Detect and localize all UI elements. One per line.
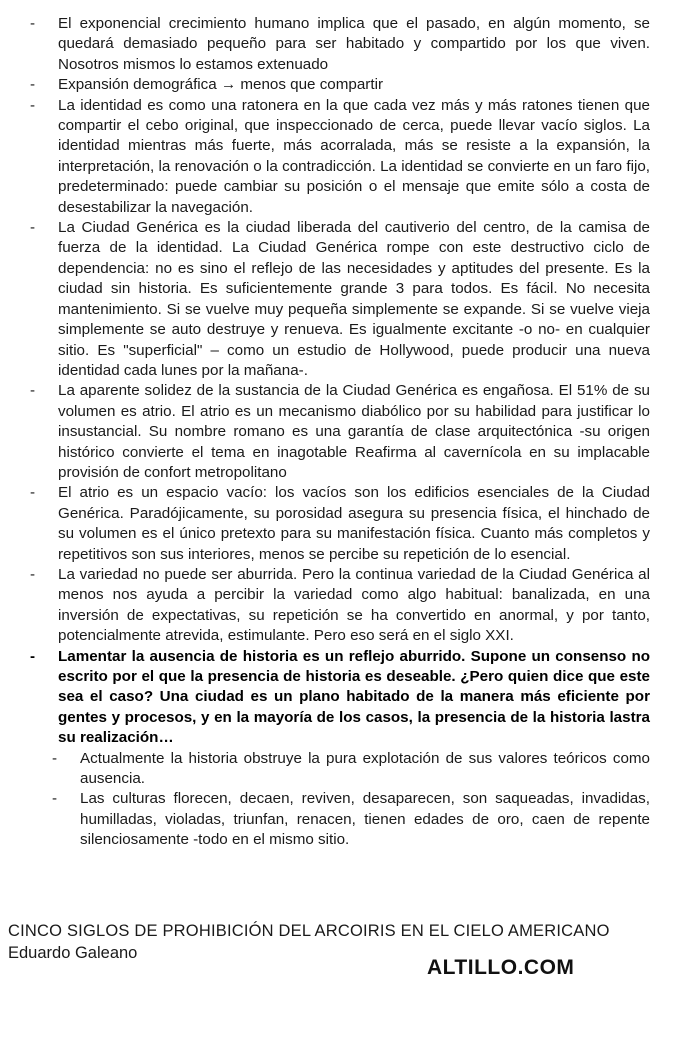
paragraph-text: La Ciudad Genérica es la ciudad liberada del cautiverio del centro, de la camisa de fuerza de la identidad. La Ciudad Genérica rompe con este destructivo ciclo de dependencia: no es sino el reflejo de las necesidades y aptitudes del presente. Es la ciudad sin historia. Es suficientemente grande 3 para todos. Es fácil. No necesita mantenimiento. Si se vuelve muy pequeña simplemente se expande. Si se vuelve vieja simplemente se auto destruye y renueva. Es igualmente excitante -o no- en cualquier sitio. Es "superficial" – como un estudio de Hollywood, puede producir una nueva identidad cada lunes por la mañana-. — [58, 219, 650, 379]
list-item-bold — [30, 647, 650, 749]
bullet-dash: - — [30, 219, 36, 237]
list-item — [30, 96, 650, 218]
bullet-dash: - — [52, 790, 58, 808]
section-title: CINCO SIGLOS DE PROHIBICIÓN DEL ARCOIRIS EN EL CIELO AMERICANO — [8, 922, 610, 940]
paragraph-text: Actualmente la historia obstruye la pura explotación de sus valores teóricos como ausencia. — [80, 749, 650, 788]
list-item — [30, 483, 650, 565]
bullet-dash: - — [30, 382, 36, 400]
sub-list-item — [52, 789, 650, 850]
sub-list-item — [52, 749, 650, 790]
bullet-dash: - — [52, 749, 58, 767]
bullet-list — [30, 14, 650, 851]
paragraph-text: El exponencial crecimiento humano implica que el pasado, en algún momento, se quedará demasiado pequeño para ser habitado y compartido por los que viven. Nosotros mismos lo estamos extenuado — [58, 15, 650, 73]
list-item — [30, 381, 650, 483]
list-item — [30, 565, 650, 647]
paragraph-text: Las culturas florecen, decaen, reviven, desaparecen, son saqueadas, invadidas, humilladas, violadas, triunfan, renacen, tienen edades de oro, caen de repente silenciosamente -todo en el mismo sitio. — [80, 790, 650, 849]
list-item — [30, 14, 650, 75]
bullet-dash: - — [30, 647, 36, 665]
list-item — [30, 75, 650, 95]
author-name: Eduardo Galeano — [8, 944, 138, 962]
sub-bullet-list — [52, 749, 650, 851]
paragraph-text: Expansión demográfica → menos que compartir — [58, 76, 384, 94]
site-brand: ALTILLO.COM — [427, 956, 575, 979]
paragraph-text-bold: Lamentar la ausencia de historia es un reflejo aburrido. Supone un consenso no escrito por el que la presencia de historia es deseable. ¿Pero quien dice que este sea el caso? Una ciudad es un plano habitado de la manera más eficiente por gentes y procesos, y en la mayoría de los casos, la presencia de la historia lastra su realización… — [58, 647, 650, 747]
list-item — [30, 218, 650, 381]
paragraph-text: El atrio es un espacio vacío: los vacíos son los edificios esenciales de la Ciudad Genérica. Paradójicamente, su porosidad asegura su presencia física, el hinchado de su volumen es el único pretexto para su manifestación física. Cuanto más completos y repetitivos son sus interiores, menos se percibe su repetición de lo esencial. — [58, 484, 650, 563]
paragraph-text: La identidad es como una ratonera en la que cada vez más y más ratones tienen que compartir el cebo original, que inspeccionado de cerca, puede llevar vacío siglos. La identidad mientras más fuerte, más acorralada, más se resiste a la expansión, la interpretación, la renovación o la contradicción. La identidad se convierte en un faro fijo, predeterminado: puede cambiar su posición o el mensaje que emite sólo a costa de desestabilizar la navegación. — [58, 96, 650, 216]
paragraph-text: La aparente solidez de la sustancia de la Ciudad Genérica es engañosa. El 51% de su volumen es atrio. El atrio es un mecanismo diabólico por su habilidad para justificar lo insustancial. Su nombre romano es una garantía de clase arquitectónica -su origen histórico convierte el tema en inagotable Reafirma al cavernícola en su implacable provisión de confort metropolitano — [58, 382, 650, 481]
bullet-dash: - — [30, 76, 36, 94]
bullet-dash: - — [30, 96, 36, 114]
bullet-dash: - — [30, 565, 36, 583]
paragraph-text: La variedad no puede ser aburrida. Pero la continua variedad de la Ciudad Genérica al menos nos ayuda a percibir la variedad como algo habitual: banalizada, en una inversión de expectativas, su repetición se ha convertido en anormal, y por tanto, potencialmente atrevida, estimulante. Pero eso será en el siglo XXI. — [58, 565, 650, 645]
bullet-dash: - — [30, 15, 36, 32]
bullet-dash: - — [30, 484, 36, 502]
